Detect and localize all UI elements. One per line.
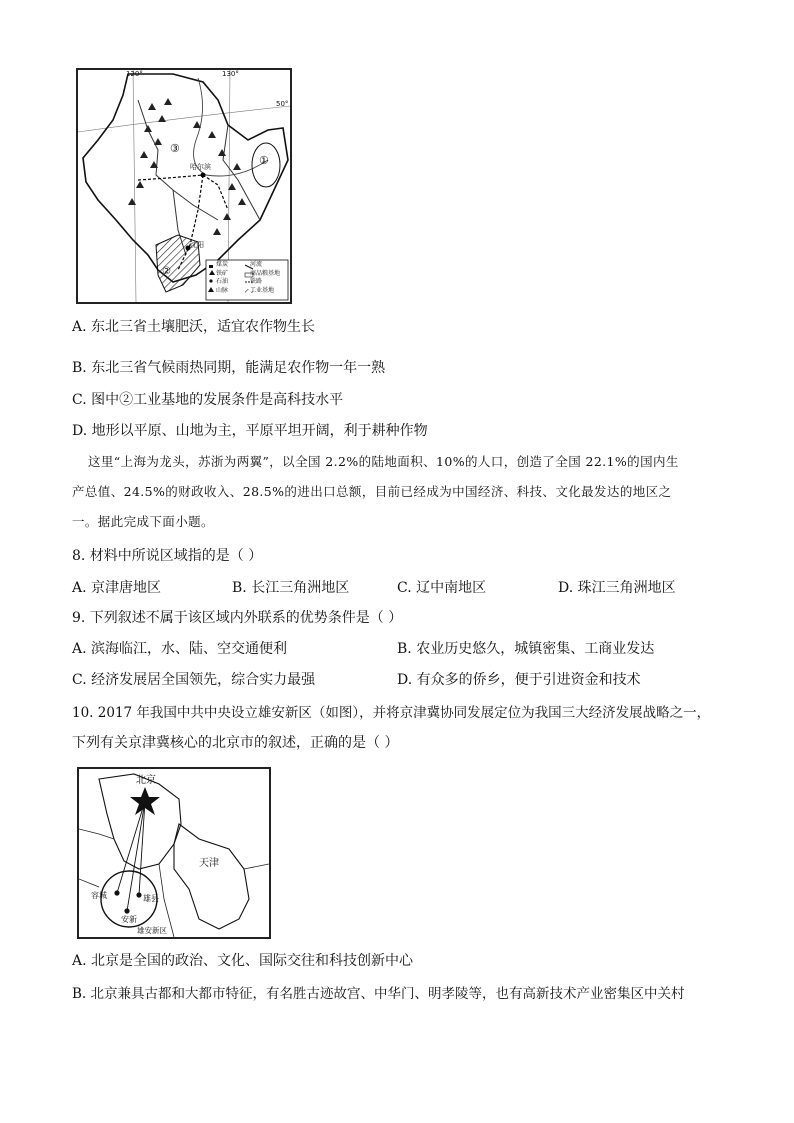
q10-option-a: A. 北京是全国的政治、文化、国际交往和科技创新中心 [72, 953, 414, 969]
map-legend [216, 261, 296, 295]
q8-option-b: B. 长江三角洲地区 [232, 580, 350, 596]
q10-option-b: B. 北京兼具古都和大都市特征，有名胜古迹故宫、中华门、明孝陵等，也有高新技术产业密集区中关村 [72, 986, 685, 1002]
lon-130-label: 130° [222, 70, 239, 78]
region-2-label: ② [162, 266, 171, 277]
reading-passage [72, 447, 722, 537]
q9-options-row-1 [72, 639, 722, 659]
q8-option-a: A. 京津唐地区 [72, 580, 162, 596]
legend-grain-base: 商品粮基地 [250, 269, 281, 277]
lat-50-label: 50° [276, 100, 289, 108]
q7-option-a: A. 东北三省土壤肥沃，适宜农作物生长 [72, 319, 316, 335]
q8-stem: 8. 材料中所说区域指的是（ ） [72, 548, 263, 564]
q8-option-c: C. 辽中南地区 [397, 580, 487, 596]
q8-options [72, 578, 722, 598]
q9-option-b: B. 农业历史悠久，城镇密集、工商业发达 [397, 641, 655, 657]
q9-option-a: A. 滨海临江，水、陆、空交通便利 [72, 641, 288, 657]
q10-stem-line-1: 10. 2017 年我国中共中央设立雄安新区（如图），并将京津冀协同发展定位为我国三大经济发展战略之一， [72, 705, 711, 721]
region-1-label: ① [259, 154, 269, 167]
q9-stem: 9. 下列叙述不属于该区域内外联系的优势条件是（ ） [72, 610, 403, 626]
lon-120-label: 120° [126, 70, 143, 78]
q7-option-d: D. 地形以平原、山地为主，平原平坦开阔，利于耕种作物 [72, 423, 428, 439]
region-3-label: ③ [170, 142, 180, 155]
legend-coal: 煤炭 [216, 261, 229, 268]
legend-oil: 石油 [216, 278, 229, 285]
rongcheng-label: 容城 [91, 891, 107, 900]
xiongxian-label: 雄县 [143, 894, 159, 903]
legend-mountain: 山脉 [216, 286, 229, 294]
q9-option-c: C. 经济发展居全国领先，综合实力最强 [72, 672, 316, 688]
city-shenyang-label: 沈阳 [190, 241, 204, 249]
q8-option-d: D. 珠江三角洲地区 [558, 580, 676, 596]
passage-line-1: 这里“上海为龙头，苏浙为两翼”，以全国 2.2%的陆地面积、10%的人口，创造了全国 22.1%的国内生 [88, 454, 679, 469]
q9-options-row-2 [72, 670, 722, 690]
passage-line-3: 一。据此完成下面小题。 [72, 514, 214, 529]
legend-river: 河流 [250, 261, 263, 268]
xiongan-label: 雄安新区 [137, 926, 167, 935]
legend-iron: 铁矿 [216, 269, 229, 277]
xiongan-new-area-map [77, 767, 271, 939]
legend-railway: 铁路 [250, 278, 263, 285]
beijing-star-icon [130, 787, 160, 815]
q9-option-d: D. 有众多的侨乡，便于引进资金和技术 [397, 672, 641, 688]
passage-line-2: 产总值、24.5%的财政收入、28.5%的进出口总额，目前已经成为中国经济、科技、文化最发达的地区之 [72, 484, 672, 499]
q10-stem-line-2: 下列有关京津冀核心的北京市的叙述，正确的是（ ） [72, 735, 399, 751]
q7-option-b: B. 东北三省气候雨热同期，能满足农作物一年一熟 [72, 360, 386, 376]
beijing-label: 北京 [136, 775, 156, 786]
legend-industrial-base: 工业基地 [250, 286, 275, 294]
city-harbin-label: 哈尔滨 [190, 163, 211, 171]
anxin-label: 安新 [121, 915, 137, 924]
tianjin-label: 天津 [199, 858, 219, 869]
q7-option-c: C. 图中②工业基地的发展条件是高科技水平 [72, 392, 344, 408]
northeast-china-map [76, 68, 292, 304]
